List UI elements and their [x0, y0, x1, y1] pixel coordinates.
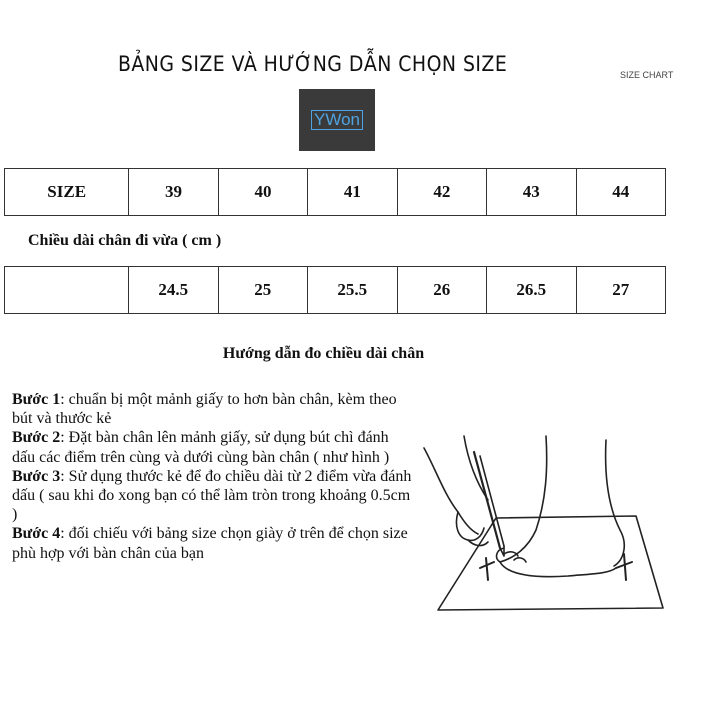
- step-text: : chuẩn bị một mảnh giấy to hơn bàn chân, kèm theo bút và thước kẻ: [12, 391, 397, 428]
- size-cell: 44: [576, 169, 665, 216]
- length-cell: 26: [397, 267, 486, 314]
- leg-front-line: [500, 436, 547, 562]
- guide-step: [12, 390, 412, 428]
- length-cell: 25.5: [308, 267, 398, 314]
- step-label: Bước 1: [12, 391, 61, 408]
- size-header-cell: SIZE: [5, 169, 129, 216]
- guide-step: [12, 524, 412, 562]
- length-empty-cell: [5, 267, 129, 314]
- size-cell: 42: [397, 169, 486, 216]
- mark-toe: [480, 558, 494, 580]
- step-text: : Sử dụng thước kẻ để đo chiều dài từ 2 điểm vừa đánh dấu ( sau khi đo xong bạn có thể làm tròn trong khoảng 0.5cm ): [12, 467, 412, 524]
- guide-step: [12, 428, 412, 466]
- length-cell: 26.5: [486, 267, 576, 314]
- step-text: : Đặt bàn chân lên mảnh giấy, sử dụng bút chì đánh dấu các điểm trên cùng và dưới cùng bàn chân ( như hình ): [12, 429, 390, 466]
- size-cell: 41: [308, 169, 397, 216]
- length-cell: 27: [576, 267, 666, 314]
- size-table: [4, 168, 666, 216]
- size-row: [5, 169, 666, 216]
- size-chart-label: SIZE CHART: [620, 70, 674, 80]
- step-text: : đối chiếu với bảng size chọn giày ở trên để chọn size phù hợp với bàn chân của bạn: [12, 525, 408, 562]
- size-cell: 40: [218, 169, 307, 216]
- leg-back-line: [606, 440, 625, 566]
- logo-text: YWon: [311, 110, 363, 130]
- page-title: BẢNG SIZE VÀ HƯỚNG DẪN CHỌN SIZE: [118, 52, 508, 76]
- size-cell: 43: [487, 169, 576, 216]
- guide-step: [12, 467, 412, 525]
- step-label: Bước 2: [12, 429, 61, 447]
- step-label: Bước 3: [12, 467, 61, 485]
- guide-title: Hướng dẫn đo chiều dài chân: [222, 345, 425, 362]
- length-cell: 24.5: [129, 267, 219, 314]
- foot-length-table: [4, 266, 666, 314]
- guide-steps: [12, 390, 412, 563]
- size-cell: 39: [129, 169, 218, 216]
- step-label: Bước 4: [12, 525, 61, 543]
- foot-measuring-sketch-icon: [418, 430, 668, 615]
- mark-heel: [616, 554, 632, 580]
- length-cell: 25: [218, 267, 307, 314]
- brand-logo: [299, 89, 375, 151]
- foot-length-caption: Chiều dài chân đi vừa ( cm ): [28, 232, 222, 249]
- length-row: [5, 267, 666, 314]
